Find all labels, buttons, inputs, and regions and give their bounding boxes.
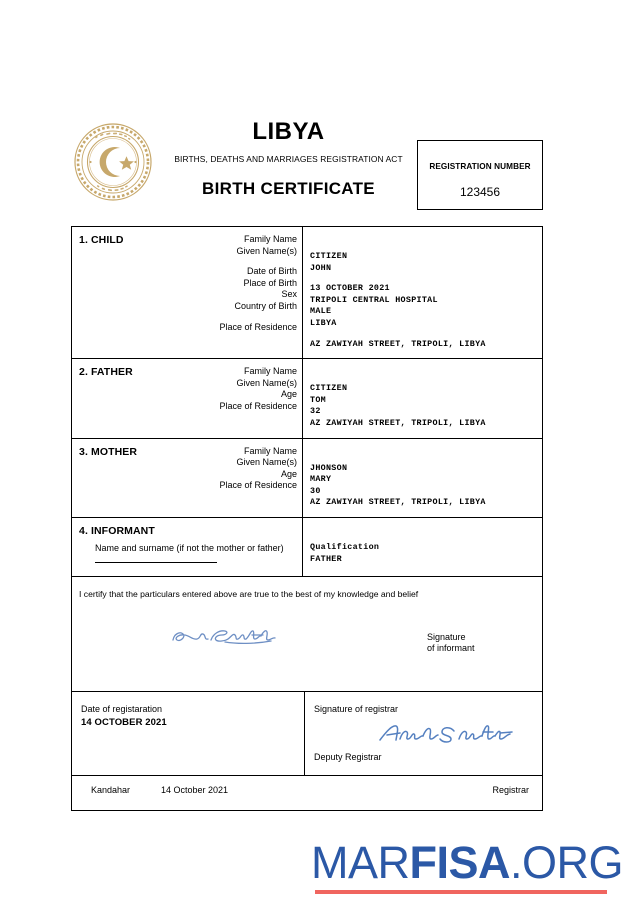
certification-cell: [72, 577, 542, 691]
table-row-child: [72, 227, 542, 359]
certificate-header: [71, 115, 543, 215]
footer-place: Kandahar: [91, 784, 131, 795]
mother-values-cell: [303, 439, 542, 517]
table-row-father: [72, 359, 542, 438]
value-father-family-name: CITIZEN: [310, 383, 348, 394]
informant-name-input[interactable]: [95, 562, 217, 563]
table-row-mother: [72, 439, 542, 518]
informant-name-cell: [72, 518, 303, 576]
label-father-given-names: Given Name(s): [236, 377, 297, 388]
label-child-date-of-birth: Date of Birth: [246, 266, 297, 277]
value-father-place-of-residence: AZ ZAWIYAH STREET, TRIPOLI, LIBYA: [310, 417, 486, 428]
label-child-given-names: Given Name(s): [236, 245, 297, 256]
certification-signature-area: [79, 600, 535, 685]
logo-part-org: .ORG: [510, 837, 624, 888]
label-mother-place-of-residence: Place of Residence: [219, 480, 297, 491]
informant-signature-label: Signature of informant: [427, 631, 475, 654]
registration-number-value: 123456: [459, 185, 501, 199]
value-mother-given-names: MARY: [310, 474, 332, 485]
footer-date: 14 October 2021: [161, 784, 229, 795]
label-mother-age: Age: [280, 468, 297, 479]
marfisa-logo-text: [311, 837, 624, 888]
label-father-family-name: Family Name: [243, 366, 297, 377]
registration-number-label: REGISTRATION NUMBER: [429, 162, 531, 171]
value-mother-place-of-residence: AZ ZAWIYAH STREET, TRIPOLI, LIBYA: [310, 497, 486, 508]
logo-underline-bar: [315, 890, 607, 894]
value-mother-family-name: JHONSON: [310, 462, 348, 473]
section-title-father: 2. FATHER: [79, 366, 133, 379]
value-child-country-of-birth: LIBYA: [310, 317, 337, 328]
logo-part-mar: MAR: [311, 837, 410, 888]
header-title-group: [161, 115, 416, 200]
informant-qualification-cell: [303, 518, 542, 576]
value-child-date-of-birth: 13 OCTOBER 2021: [310, 283, 390, 294]
registrar-signature-icon: [376, 719, 516, 749]
marfisa-watermark-logo: [311, 837, 624, 900]
table-row-registration: [72, 692, 542, 776]
deputy-registrar-label: Deputy Registrar: [314, 751, 382, 762]
label-informant-qualification: Qualification: [310, 541, 380, 552]
section-title-child: 1. CHILD: [79, 234, 124, 246]
father-values-cell: [303, 359, 542, 437]
value-child-sex: MALE: [310, 306, 332, 317]
certificate-table: [71, 226, 543, 811]
country-title: LIBYA: [252, 118, 325, 145]
value-child-family-name: CITIZEN: [310, 251, 348, 261]
label-father-place-of-residence: Place of Residence: [219, 400, 297, 411]
label-father-age: Age: [280, 389, 297, 400]
registration-number-box: [417, 140, 543, 210]
label-mother-given-names: Given Name(s): [236, 457, 297, 468]
child-values-cell: [303, 227, 542, 358]
certification-statement: I certify that the particulars entered above are true to the best of my knowledge and belief: [79, 588, 419, 599]
label-child-place-of-residence: Place of Residence: [219, 321, 297, 332]
label-child-family-name: Family Name: [243, 234, 297, 244]
label-child-sex: Sex: [281, 289, 297, 300]
registration-date-cell: [72, 692, 305, 775]
informant-name-prompt: Name and surname (if not the mother or father): [95, 542, 284, 553]
registration-date-value: 14 OCTOBER 2021: [81, 716, 167, 728]
father-label-list: [79, 366, 297, 412]
registration-act-line: BIRTHS, DEATHS AND MARRIAGES REGISTRATION ACT: [174, 154, 403, 164]
child-label-list: [79, 234, 297, 333]
registration-date-label: Date of registaration: [81, 703, 163, 714]
footer-registrar-label: Registrar: [492, 784, 529, 795]
logo-part-fisa: FISA: [409, 837, 511, 888]
section-title-informant: 4. INFORMANT: [79, 524, 155, 537]
footer-cell: [72, 776, 542, 810]
value-child-given-names: JOHN: [310, 262, 332, 273]
value-child-place-of-residence: AZ ZAWIYAH STREET, TRIPOLI, LIBYA: [310, 338, 486, 349]
table-row-footer: [72, 776, 542, 810]
section-title-mother: 3. MOTHER: [79, 445, 138, 458]
label-child-country-of-birth: Country of Birth: [234, 300, 297, 311]
label-child-place-of-birth: Place of Birth: [243, 277, 297, 288]
libya-national-seal-icon: [73, 122, 153, 202]
registrar-signature-label: Signature of registrar: [314, 703, 399, 714]
table-row-informant: [72, 518, 542, 577]
father-labels-cell: [72, 359, 303, 437]
table-row-certification: [72, 577, 542, 692]
value-child-place-of-birth: TRIPOLI CENTRAL HOSPITAL: [310, 294, 438, 305]
document-title: BIRTH CERTIFICATE: [202, 179, 375, 198]
child-labels-cell: [72, 227, 303, 358]
mother-labels-cell: [72, 439, 303, 517]
registrar-signature-cell: [305, 692, 542, 775]
value-informant-qualification: FATHER: [310, 553, 342, 564]
label-mother-family-name: Family Name: [243, 445, 297, 456]
value-father-given-names: TOM: [310, 394, 326, 405]
value-mother-age: 30: [310, 485, 321, 496]
value-father-age: 32: [310, 406, 321, 417]
informant-signature-icon: [167, 622, 297, 652]
mother-label-list: [79, 446, 297, 492]
